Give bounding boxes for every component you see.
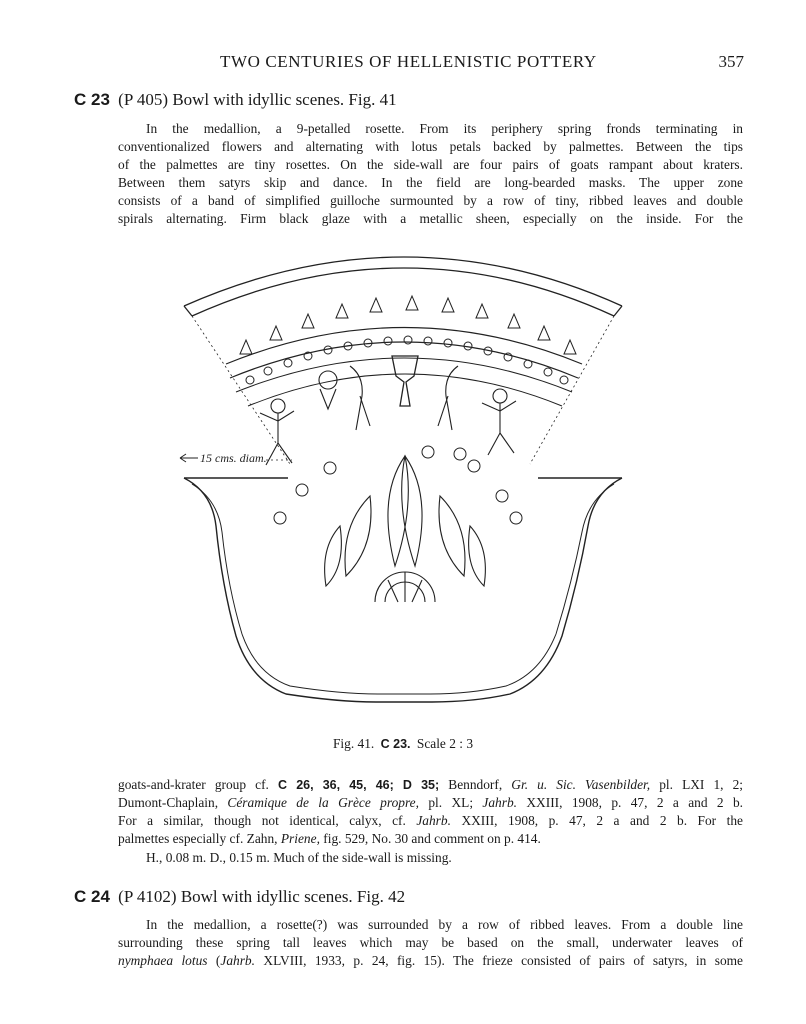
ref-text: pl. XL; xyxy=(428,795,474,810)
text-line xyxy=(118,952,743,970)
calyx-motif xyxy=(325,456,486,602)
diameter-annotation: 15 cms. diam. xyxy=(200,451,267,465)
text-line: In the medallion, a rosette(?) was surrounded by a row of ribbed leaves. From a double line xyxy=(146,917,743,932)
text-line: of the palmettes are tiny rosettes. On the side-wall are four pairs of goats rampant about kraters. xyxy=(118,157,743,172)
caption-scale: Scale 2 : 3 xyxy=(416,736,474,751)
catalogue-number: C 23 xyxy=(74,90,110,109)
references-paragraph xyxy=(118,776,743,848)
ref-title: nymphaea lotus xyxy=(118,953,208,968)
ref-title: Jahrb. xyxy=(220,953,255,968)
ref-text: goats-and-krater group cf. xyxy=(118,777,269,792)
text-line: In the medallion, a 9-petalled rosette. From its periphery spring fronds terminating in xyxy=(146,121,743,136)
entry-heading-c23 xyxy=(74,90,397,110)
text-line xyxy=(118,794,743,812)
ref-text: ( xyxy=(215,953,221,968)
ref-title: Priene, xyxy=(280,831,320,846)
description-paragraph xyxy=(118,916,743,970)
satyr-figure xyxy=(271,399,285,413)
ref-title: Jahrb. xyxy=(416,813,451,828)
ref-title: Gr. u. Sic. Vasenbilder, xyxy=(511,777,651,792)
bowl-drawing-figure xyxy=(170,256,640,726)
ref-text: XLVIII, 1933, p. 24, fig. 15). The frieze consisted of pairs of satyrs, in some xyxy=(263,953,743,968)
dimensions-line: H., 0.08 m. D., 0.15 m. Much of the side-wall is missing. xyxy=(146,850,452,865)
text-line xyxy=(118,776,743,794)
text-line xyxy=(118,830,743,848)
text-line: Between them satyrs skip and dance. In the field are long-bearded masks. The upper zone xyxy=(118,175,743,190)
ref-text: XXIII, 1908, p. 47, 2 a and 2 b. For the xyxy=(461,813,743,828)
text-line: conventionalized flowers and alternating with lotus petals backed by palmettes. Between the tips xyxy=(118,139,743,154)
cross-ref: D 35; xyxy=(402,778,440,792)
text-line: spirals alternating. Firm black glaze with a metallic sheen, especially on the inside. For the xyxy=(118,211,743,226)
caption-cat: C 23. xyxy=(380,737,411,751)
ref-text: XXIII, 1908, p. 47, 2 a and 2 b. xyxy=(526,795,743,810)
running-title: TWO CENTURIES OF HELLENISTIC POTTERY xyxy=(220,52,597,71)
text-line xyxy=(118,812,743,830)
cross-ref: C 26, xyxy=(278,778,314,792)
rim-arc-outer xyxy=(184,257,622,306)
ref-title: Jahrb. xyxy=(482,795,518,810)
catalogue-number: C 24 xyxy=(74,887,110,906)
cross-ref: 46; xyxy=(375,778,394,792)
description-paragraph xyxy=(118,120,743,228)
figure-caption xyxy=(0,736,806,752)
ref-text: palmettes especially cf. Zahn, xyxy=(118,831,278,846)
cross-ref: 45, xyxy=(349,778,367,792)
text-line: consists of a band of simplified guilloche surmounted by a row of tiny, ribbed leaves and double xyxy=(118,193,743,208)
ref-text: For a similar, though not identical, calyx, cf. xyxy=(118,813,406,828)
ref-text: Dumont-Chaplain, xyxy=(118,795,219,810)
entry-heading-c24 xyxy=(74,887,405,907)
ref-text: Benndorf, xyxy=(448,777,503,792)
entry-title: (P 405) Bowl with idyllic scenes. Fig. 41 xyxy=(118,90,397,109)
ref-text: pl. LXI 1, 2; xyxy=(659,777,743,792)
rim-arc-inner xyxy=(192,268,614,316)
page-number: 357 xyxy=(718,52,744,71)
satyr-figure xyxy=(493,389,507,403)
krater-motif xyxy=(392,356,418,406)
entry-title: (P 4102) Bowl with idyllic scenes. Fig. 42 xyxy=(118,887,406,906)
ref-title: Céramique de la Grèce propre, xyxy=(227,795,419,810)
ref-text: fig. 529, No. 30 and comment on p. 414. xyxy=(323,831,541,846)
caption-fig: Fig. 41. xyxy=(332,736,375,751)
text-line: surrounding these spring tall leaves which may be based on the small, underwater leaves of xyxy=(118,935,743,950)
cross-ref: 36, xyxy=(322,778,341,792)
running-head xyxy=(0,52,806,76)
